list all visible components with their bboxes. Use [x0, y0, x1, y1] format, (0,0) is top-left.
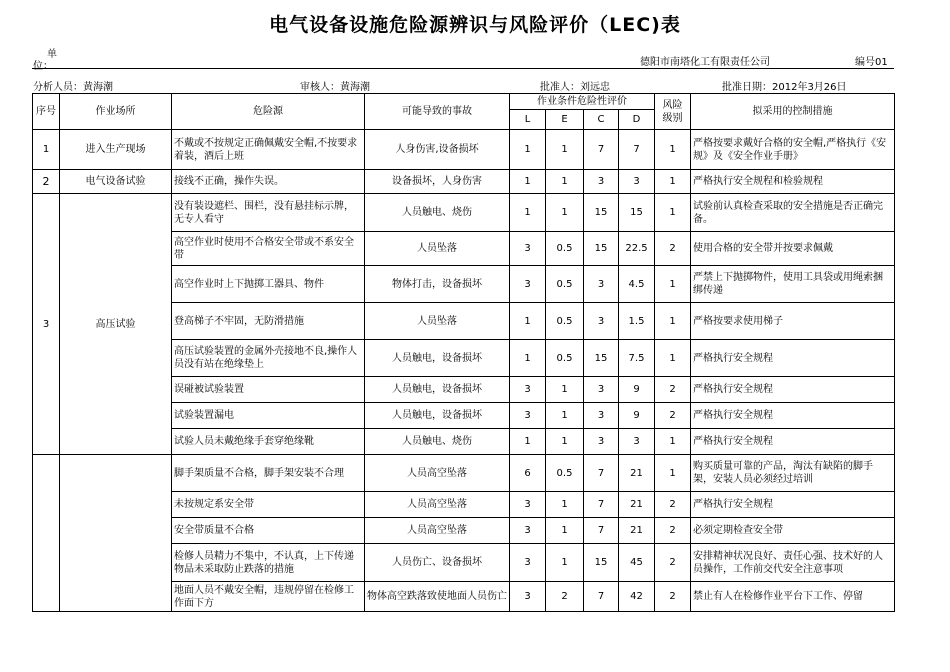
analyst: 分析人员：黄海潮 [33, 82, 113, 93]
table-row [33, 130, 895, 170]
cell-C: 15 [584, 340, 619, 377]
cell-hazard: 试验装置漏电 [172, 403, 365, 429]
cell-D: 21 [619, 492, 655, 518]
cell-accident: 人员触电，设备损坏 [365, 340, 510, 377]
cell-D: 7.5 [619, 340, 655, 377]
cell-E: 1 [546, 403, 584, 429]
cell-L: 3 [510, 377, 546, 403]
cell-accident: 人员高空坠落 [365, 492, 510, 518]
cell-accident: 人员坠落 [365, 232, 510, 266]
cell-level: 2 [655, 518, 691, 544]
cell-E: 1 [546, 170, 584, 194]
cell-accident: 人员触电，设备损坏 [365, 403, 510, 429]
cell-hazard: 误碰被试验装置 [172, 377, 365, 403]
cell-accident: 人员高空坠落 [365, 455, 510, 492]
cell-D: 3 [619, 170, 655, 194]
cell-C: 15 [584, 544, 619, 582]
cell-L: 3 [510, 518, 546, 544]
cell-level: 2 [655, 403, 691, 429]
cell-D: 9 [619, 377, 655, 403]
cell-accident: 设备损坏，人身伤害 [365, 170, 510, 194]
cell-hazard: 不戴或不按规定正确佩戴安全帽,不按要求着装，酒后上班 [172, 130, 365, 170]
cell-D: 4.5 [619, 266, 655, 303]
cell-L: 3 [510, 266, 546, 303]
header-risk-level-line1: 风险 [662, 99, 683, 111]
reviewer: 审核人：黄海潮 [300, 82, 370, 93]
cell-measure: 严格执行安全规程 [691, 429, 895, 455]
cell-measure: 使用合格的安全带并按要求佩戴 [691, 232, 895, 266]
cell-level: 2 [655, 232, 691, 266]
header-measures: 拟采用的控制措施 [691, 94, 895, 130]
header-place: 作业场所 [60, 94, 172, 130]
cell-hazard: 接线不正确，操作失误。 [172, 170, 365, 194]
cell-measure: 严格按要求使用梯子 [691, 303, 895, 340]
cell-D: 21 [619, 455, 655, 492]
cell-measure: 严格按要求戴好合格的安全帽,严格执行《安规》及《安全作业手册》 [691, 130, 895, 170]
header-evaluation: 作业条件危险性评价 [510, 94, 655, 110]
cell-measure: 必须定期检查安全带 [691, 518, 895, 544]
header-D: D [619, 110, 655, 130]
cell-level: 2 [655, 544, 691, 582]
cell-place: 进入生产现场 [60, 130, 172, 170]
cell-L: 1 [510, 130, 546, 170]
table-row [33, 194, 895, 232]
header-L: L [510, 110, 546, 130]
cell-C: 7 [584, 455, 619, 492]
cell-measure: 严禁上下抛掷物件，使用工具袋或用绳索捆绑传递 [691, 266, 895, 303]
cell-level: 1 [655, 303, 691, 340]
header-seq: 序号 [33, 94, 60, 130]
cell-accident: 物体打击，设备损坏 [365, 266, 510, 303]
cell-measure: 试验前认真检查采取的安全措施是否正确完备。 [691, 194, 895, 232]
cell-L: 3 [510, 582, 546, 612]
cell-C: 3 [584, 377, 619, 403]
cell-L: 1 [510, 170, 546, 194]
cell-level: 1 [655, 130, 691, 170]
cell-measure: 禁止有人在检修作业平台下工作、停留 [691, 582, 895, 612]
cell-E: 1 [546, 492, 584, 518]
cell-C: 7 [584, 492, 619, 518]
cell-level: 1 [655, 340, 691, 377]
cell-place: 电气设备试验 [60, 170, 172, 194]
risk-table [32, 93, 895, 612]
cell-C: 15 [584, 194, 619, 232]
cell-measure: 严格执行安全规程 [691, 492, 895, 518]
cell-measure: 购买质量可靠的产品，淘汰有缺陷的脚手架，安装人员必须经过培训 [691, 455, 895, 492]
cell-L: 1 [510, 429, 546, 455]
cell-C: 7 [584, 130, 619, 170]
cell-accident: 人员坠落 [365, 303, 510, 340]
cell-measure: 严格执行安全规程 [691, 377, 895, 403]
cell-measure: 严格执行安全规程和检验规程 [691, 170, 895, 194]
cell-measure: 安排精神状况良好、责任心强、技术好的人员操作，工作前交代安全注意事项 [691, 544, 895, 582]
cell-L: 3 [510, 232, 546, 266]
cell-D: 45 [619, 544, 655, 582]
cell-E: 1 [546, 544, 584, 582]
header-risk-level [655, 94, 691, 130]
cell-C: 3 [584, 303, 619, 340]
cell-D: 42 [619, 582, 655, 612]
cell-D: 9 [619, 403, 655, 429]
cell-E: 2 [546, 582, 584, 612]
cell-D: 22.5 [619, 232, 655, 266]
cell-E: 0.5 [546, 303, 584, 340]
cell-accident: 物体高空跌落致使地面人员伤亡 [365, 582, 510, 612]
meta-divider [32, 68, 894, 69]
cell-hazard: 试验人员未戴绝缘手套穿绝缘靴 [172, 429, 365, 455]
cell-E: 0.5 [546, 455, 584, 492]
cell-hazard: 没有装设遮栏、围栏，没有悬挂标示牌，无专人看守 [172, 194, 365, 232]
company-name: 德阳市南塔化工有限责任公司 [640, 57, 770, 68]
cell-D: 1.5 [619, 303, 655, 340]
header-risk-level-line2: 级别 [662, 112, 683, 124]
header-accident: 可能导致的事故 [365, 94, 510, 130]
cell-accident: 人员触电、烧伤 [365, 429, 510, 455]
cell-level: 2 [655, 582, 691, 612]
header-E: E [546, 110, 584, 130]
cell-level: 1 [655, 429, 691, 455]
form-number: 编号01 [855, 57, 888, 68]
cell-hazard: 地面人员不戴安全帽，违规停留在检修工作面下方 [172, 582, 365, 612]
cell-level: 1 [655, 266, 691, 303]
cell-C: 3 [584, 429, 619, 455]
approve-date: 批准日期：2012年3月26日 [722, 82, 847, 93]
cell-level: 2 [655, 492, 691, 518]
cell-hazard: 检修人员精力不集中，不认真，上下传递物品未采取防止跌落的措施 [172, 544, 365, 582]
cell-C: 7 [584, 518, 619, 544]
cell-E: 0.5 [546, 266, 584, 303]
table-row [33, 170, 895, 194]
unit-label-line2: 位： [33, 61, 53, 72]
cell-hazard: 安全带质量不合格 [172, 518, 365, 544]
header-C: C [584, 110, 619, 130]
cell-measure: 严格执行安全规程 [691, 340, 895, 377]
cell-L: 1 [510, 194, 546, 232]
cell-hazard: 高空作业时上下抛掷工器具、物件 [172, 266, 365, 303]
cell-C: 3 [584, 403, 619, 429]
cell-accident: 人员高空坠落 [365, 518, 510, 544]
cell-L: 3 [510, 403, 546, 429]
cell-place: 高压试验 [60, 194, 172, 455]
cell-C: 15 [584, 232, 619, 266]
cell-D: 15 [619, 194, 655, 232]
approver: 批准人：刘远忠 [540, 82, 610, 93]
cell-hazard: 登高梯子不牢固，无防滑措施 [172, 303, 365, 340]
unit-label-line1: 单 [47, 49, 57, 60]
cell-D: 21 [619, 518, 655, 544]
cell-C: 3 [584, 170, 619, 194]
cell-E: 0.5 [546, 232, 584, 266]
cell-level: 1 [655, 194, 691, 232]
cell-L: 6 [510, 455, 546, 492]
cell-measure: 严格执行安全规程 [691, 403, 895, 429]
cell-accident: 人身伤害,设备损坏 [365, 130, 510, 170]
cell-L: 1 [510, 340, 546, 377]
cell-seq: 1 [33, 130, 60, 170]
cell-seq: 2 [33, 170, 60, 194]
cell-E: 1 [546, 429, 584, 455]
cell-E: 1 [546, 518, 584, 544]
cell-level: 2 [655, 377, 691, 403]
header-hazard: 危险源 [172, 94, 365, 130]
cell-level: 1 [655, 170, 691, 194]
cell-E: 1 [546, 377, 584, 403]
cell-accident: 人员触电、烧伤 [365, 194, 510, 232]
cell-E: 0.5 [546, 340, 584, 377]
cell-C: 7 [584, 582, 619, 612]
cell-hazard: 脚手架质量不合格，脚手架安装不合理 [172, 455, 365, 492]
cell-D: 7 [619, 130, 655, 170]
cell-L: 1 [510, 303, 546, 340]
cell-accident: 人员伤亡、设备损坏 [365, 544, 510, 582]
cell-C: 3 [584, 266, 619, 303]
cell-hazard: 未按规定系安全带 [172, 492, 365, 518]
cell-level: 1 [655, 455, 691, 492]
cell-D: 3 [619, 429, 655, 455]
cell-hazard: 高空作业时使用不合格安全带或不系安全带 [172, 232, 365, 266]
cell-L: 3 [510, 544, 546, 582]
cell-L: 3 [510, 492, 546, 518]
cell-accident: 人员触电，设备损坏 [365, 377, 510, 403]
cell-seq [33, 455, 60, 612]
table-row [33, 455, 895, 492]
cell-E: 1 [546, 194, 584, 232]
page-title: 电气设备设施危险源辨识与风险评价（LEC)表 [269, 14, 681, 36]
cell-E: 1 [546, 130, 584, 170]
cell-hazard: 高压试验装置的金属外壳接地不良,操作人员没有站在绝缘垫上 [172, 340, 365, 377]
cell-place [60, 455, 172, 612]
cell-seq: 3 [33, 194, 60, 455]
